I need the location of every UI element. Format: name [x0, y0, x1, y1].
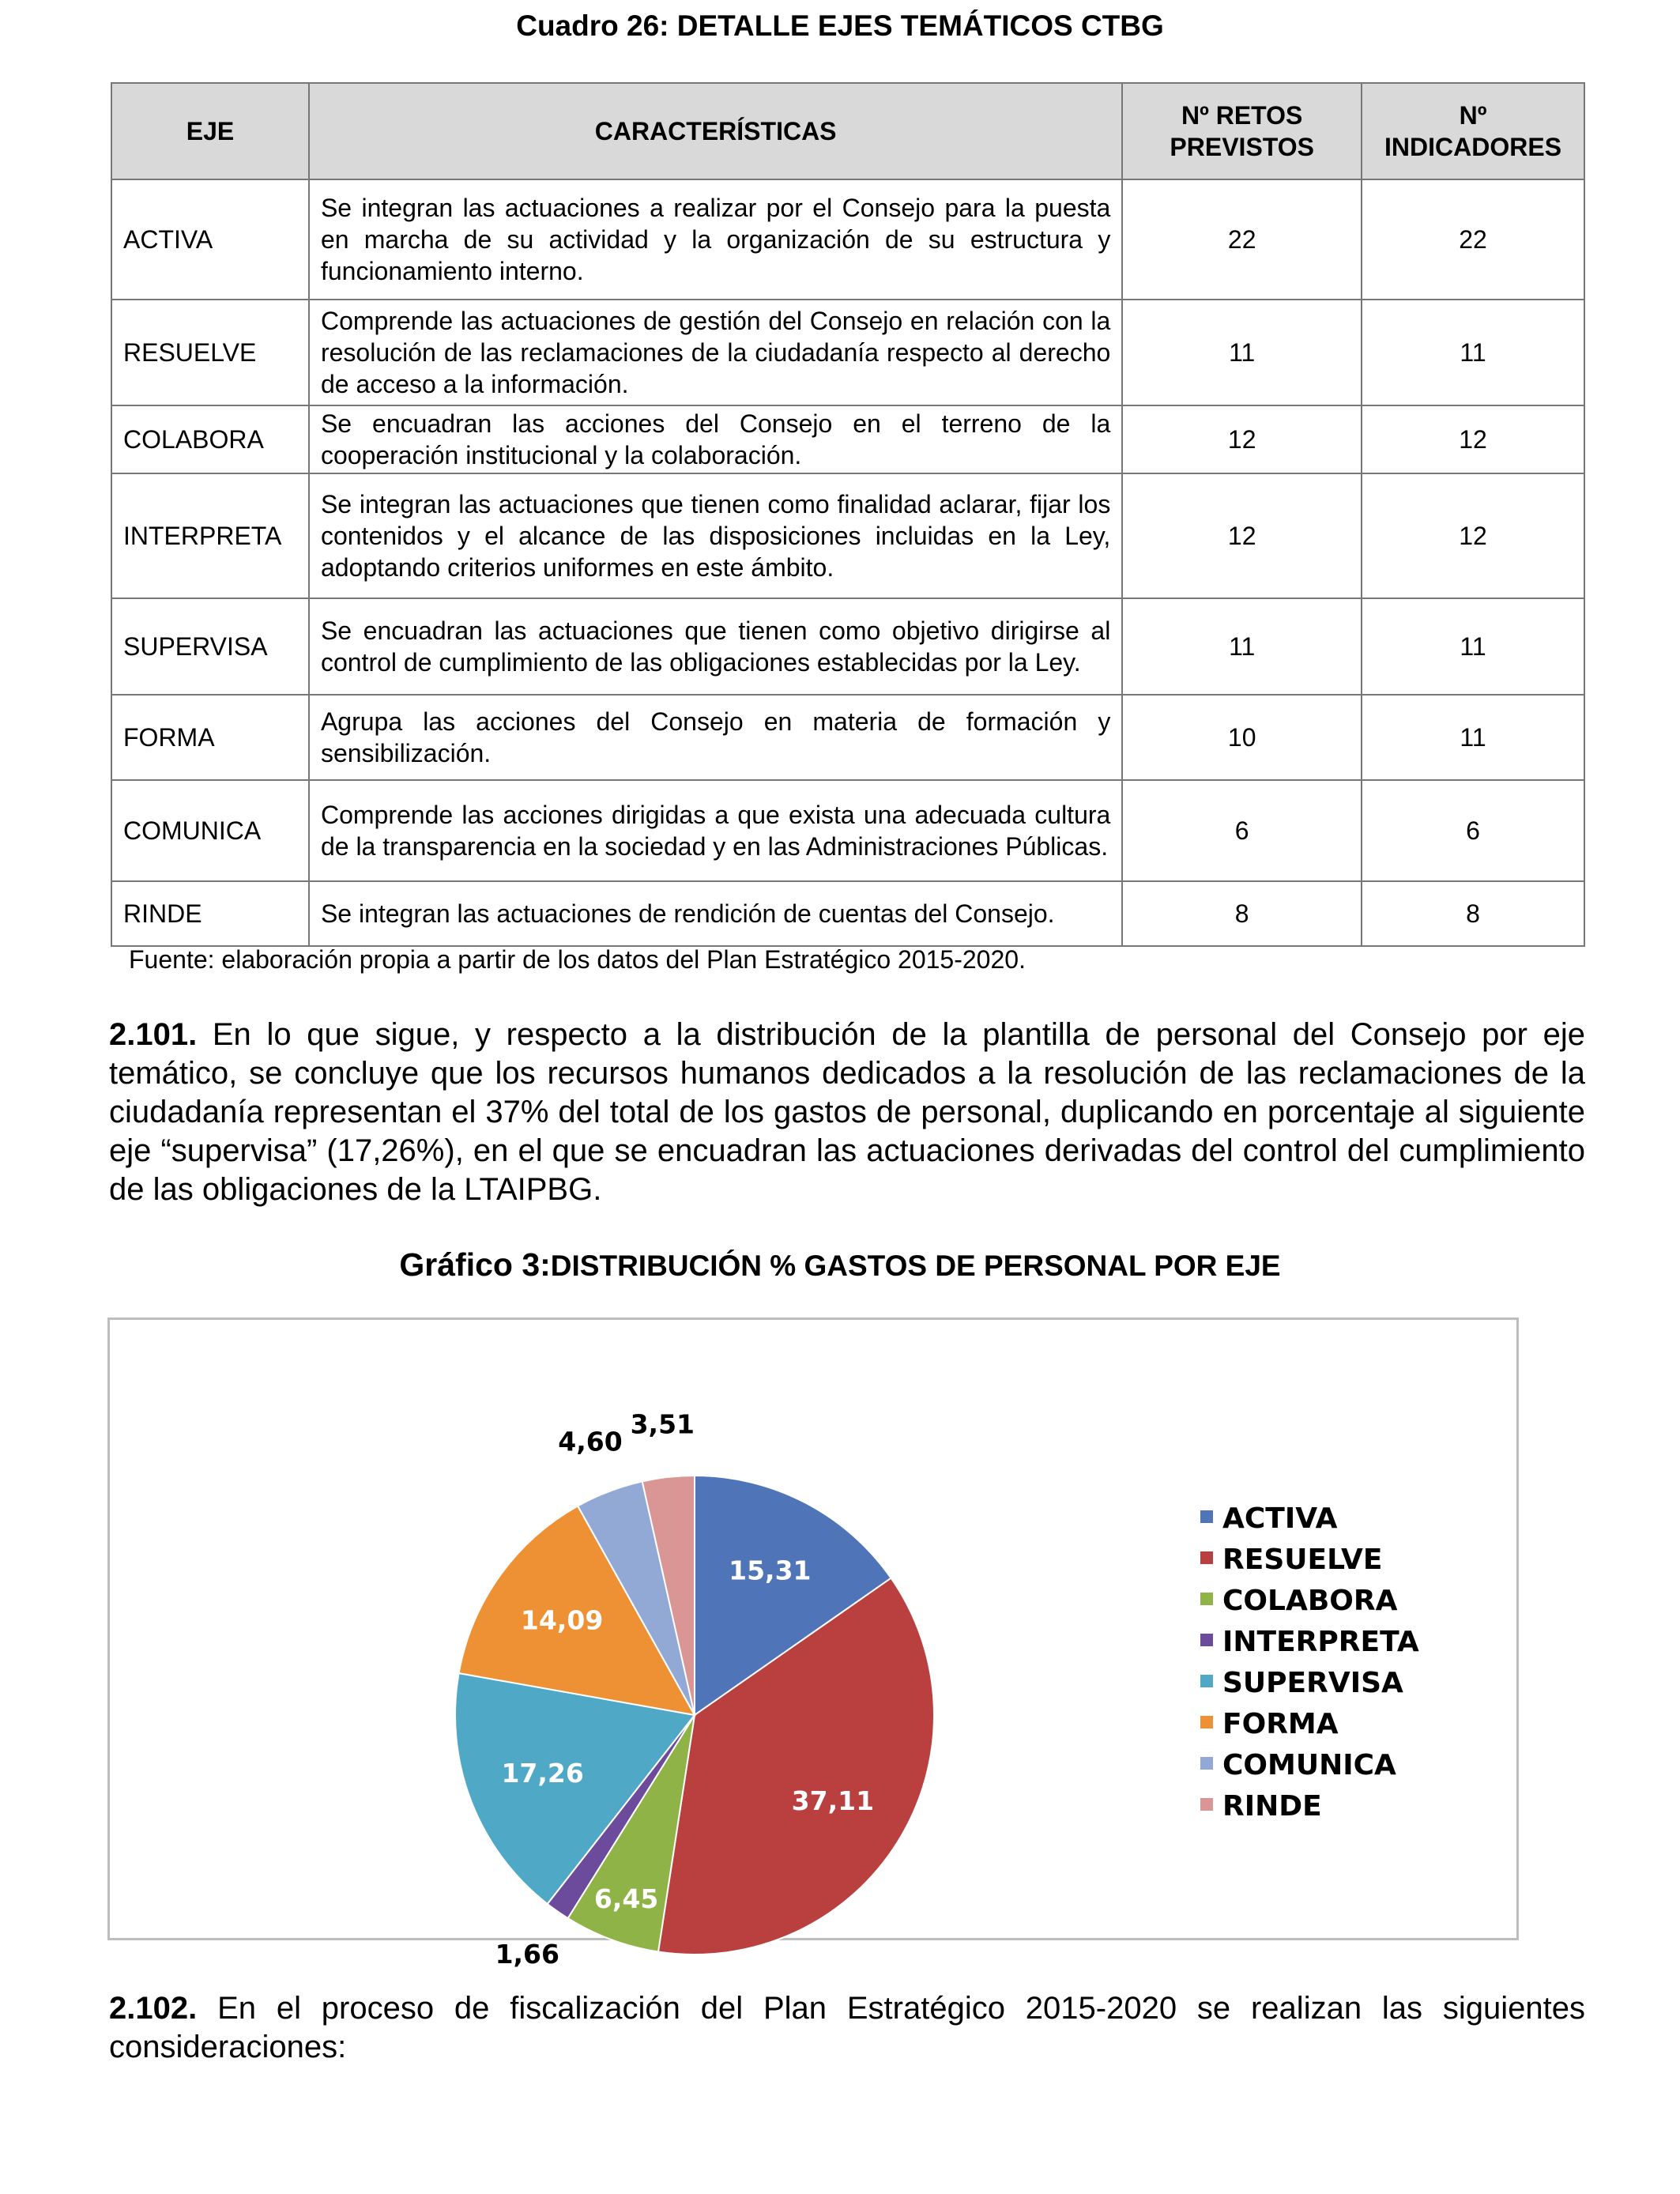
legend-entry: RINDE	[1222, 1790, 1322, 1823]
table-row	[111, 780, 1584, 881]
ejes-table	[111, 82, 1585, 947]
paragraph-2-102	[109, 1989, 1585, 2067]
table-row	[111, 473, 1584, 598]
row-desc: Se encuadran las acciones del Consejo en el terreno de la cooperación institucional y la colaboración.	[309, 405, 1122, 473]
row-desc: Se integran las actuaciones de rendición de cuentas del Consejo.	[309, 881, 1122, 946]
legend-entry: FORMA	[1222, 1708, 1339, 1740]
row-retos: 8	[1122, 881, 1362, 946]
paragraph-text: En el proceso de fiscalización del Plan Estratégico 2015-2020 se realizan las siguientes consideraciones:	[109, 1991, 1585, 2064]
legend-entry: ACTIVA	[1222, 1502, 1338, 1535]
row-eje: RESUELVE	[111, 300, 309, 405]
pie-data-label: 6,45	[593, 1883, 659, 1914]
legend-entry: RESUELVE	[1222, 1544, 1383, 1576]
pie-data-label: 14,09	[520, 1604, 604, 1636]
row-desc: Se integran las actuaciones que tienen como finalidad aclarar, fijar los contenidos y el alcance de las disposiciones incluidas en la Ley, adoptando criterios uniformes en este ámbito.	[309, 473, 1122, 598]
table-row	[111, 179, 1584, 300]
legend-swatch	[1200, 1634, 1213, 1646]
row-eje: COMUNICA	[111, 780, 309, 881]
row-retos: 6	[1122, 780, 1362, 881]
row-indicadores: 22	[1362, 179, 1584, 300]
row-retos: 11	[1122, 300, 1362, 405]
legend-swatch	[1200, 1716, 1213, 1728]
row-eje: INTERPRETA	[111, 473, 309, 598]
row-eje: SUPERVISA	[111, 598, 309, 695]
legend-entry: SUPERVISA	[1222, 1667, 1403, 1699]
row-eje: COLABORA	[111, 405, 309, 473]
legend-swatch	[1200, 1798, 1213, 1811]
table-row	[111, 695, 1584, 780]
table-row	[111, 300, 1584, 405]
row-indicadores: 8	[1362, 881, 1584, 946]
legend-swatch	[1200, 1593, 1213, 1605]
pie-chart	[107, 1318, 1519, 1970]
row-retos: 22	[1122, 179, 1362, 300]
table-row	[111, 598, 1584, 695]
pie-data-label: 15,31	[729, 1555, 812, 1586]
header-caracteristicas: CARACTERÍSTICAS	[309, 83, 1122, 179]
legend-swatch	[1200, 1675, 1213, 1687]
pie-data-label: 17,26	[501, 1757, 584, 1789]
legend-swatch	[1200, 1757, 1213, 1770]
row-retos: 12	[1122, 405, 1362, 473]
table-row	[111, 405, 1584, 473]
row-indicadores: 12	[1362, 473, 1584, 598]
pie-data-label: 4,60	[558, 1426, 623, 1457]
row-retos: 10	[1122, 695, 1362, 780]
row-desc: Se integran las actuaciones a realizar por el Consejo para la puesta en marcha de su actividad y la organización de su estructura y funcionamiento interno.	[309, 179, 1122, 300]
table-row	[111, 881, 1584, 946]
legend-entry: INTERPRETA	[1222, 1626, 1419, 1658]
header-eje: EJE	[111, 83, 309, 179]
row-desc: Comprende las actuaciones de gestión del Consejo en relación con la resolución de las reclamaciones de la ciudadanía respecto al derecho de acceso a la información.	[309, 300, 1122, 405]
row-desc: Se encuadran las actuaciones que tienen como objetivo dirigirse al control de cumplimiento de las obligaciones establecidas por la Ley.	[309, 598, 1122, 695]
table-header-row	[111, 83, 1584, 179]
row-indicadores: 11	[1362, 300, 1584, 405]
pie-data-label: 1,66	[495, 1939, 559, 1970]
chart-title-prefix: Gráfico 3:	[399, 1246, 551, 1283]
legend-swatch	[1200, 1510, 1213, 1523]
row-indicadores: 11	[1362, 695, 1584, 780]
row-indicadores: 6	[1362, 780, 1584, 881]
paragraph-number: 2.101.	[109, 1017, 198, 1052]
pie-chart-svg	[110, 1320, 1516, 1970]
row-indicadores: 12	[1362, 405, 1584, 473]
row-retos: 11	[1122, 598, 1362, 695]
row-retos: 12	[1122, 473, 1362, 598]
table-source-note: Fuente: elaboración propia a partir de los datos del Plan Estratégico 2015-2020.	[129, 945, 1026, 974]
pie-data-label: 37,11	[791, 1785, 875, 1816]
paragraph-text: En lo que sigue, y respecto a la distribución de la plantilla de personal del Consejo por eje temático, se concluye que los recursos humanos dedicados a la resolución de las reclamaciones de la ciudadanía representan el 37% del total de los gastos de personal, duplicando en porcentaje al siguiente eje “supervisa” (17,26%), en el que se encuadran las actuaciones derivadas del control del cumplimiento de las obligaciones de la LTAIPBG.	[109, 1017, 1586, 1207]
pie-data-label: 3,51	[630, 1408, 695, 1440]
row-eje: ACTIVA	[111, 179, 309, 300]
header-indicadores: Nº INDICADORES	[1362, 83, 1584, 179]
row-desc: Agrupa las acciones del Consejo en materia de formación y sensibilización.	[309, 695, 1122, 780]
row-desc: Comprende las acciones dirigidas a que exista una adecuada cultura de la transparencia en la sociedad y en las Administraciones Públicas.	[309, 780, 1122, 881]
paragraph-number: 2.102.	[109, 1991, 198, 2026]
table-title: Cuadro 26: DETALLE EJES TEMÁTICOS CTBG	[516, 9, 1164, 42]
row-indicadores: 11	[1362, 598, 1584, 695]
row-eje: FORMA	[111, 695, 309, 780]
legend-entry: COMUNICA	[1222, 1749, 1396, 1781]
paragraph-2-101	[109, 1016, 1585, 1209]
row-eje: RINDE	[111, 881, 309, 946]
legend-swatch	[1200, 1551, 1213, 1564]
header-retos: Nº RETOS PREVISTOS	[1122, 83, 1362, 179]
chart-title	[0, 1246, 1680, 1284]
legend-entry: COLABORA	[1222, 1585, 1398, 1617]
chart-title-text: DISTRIBUCIÓN % GASTOS DE PERSONAL POR EJE	[550, 1250, 1281, 1282]
